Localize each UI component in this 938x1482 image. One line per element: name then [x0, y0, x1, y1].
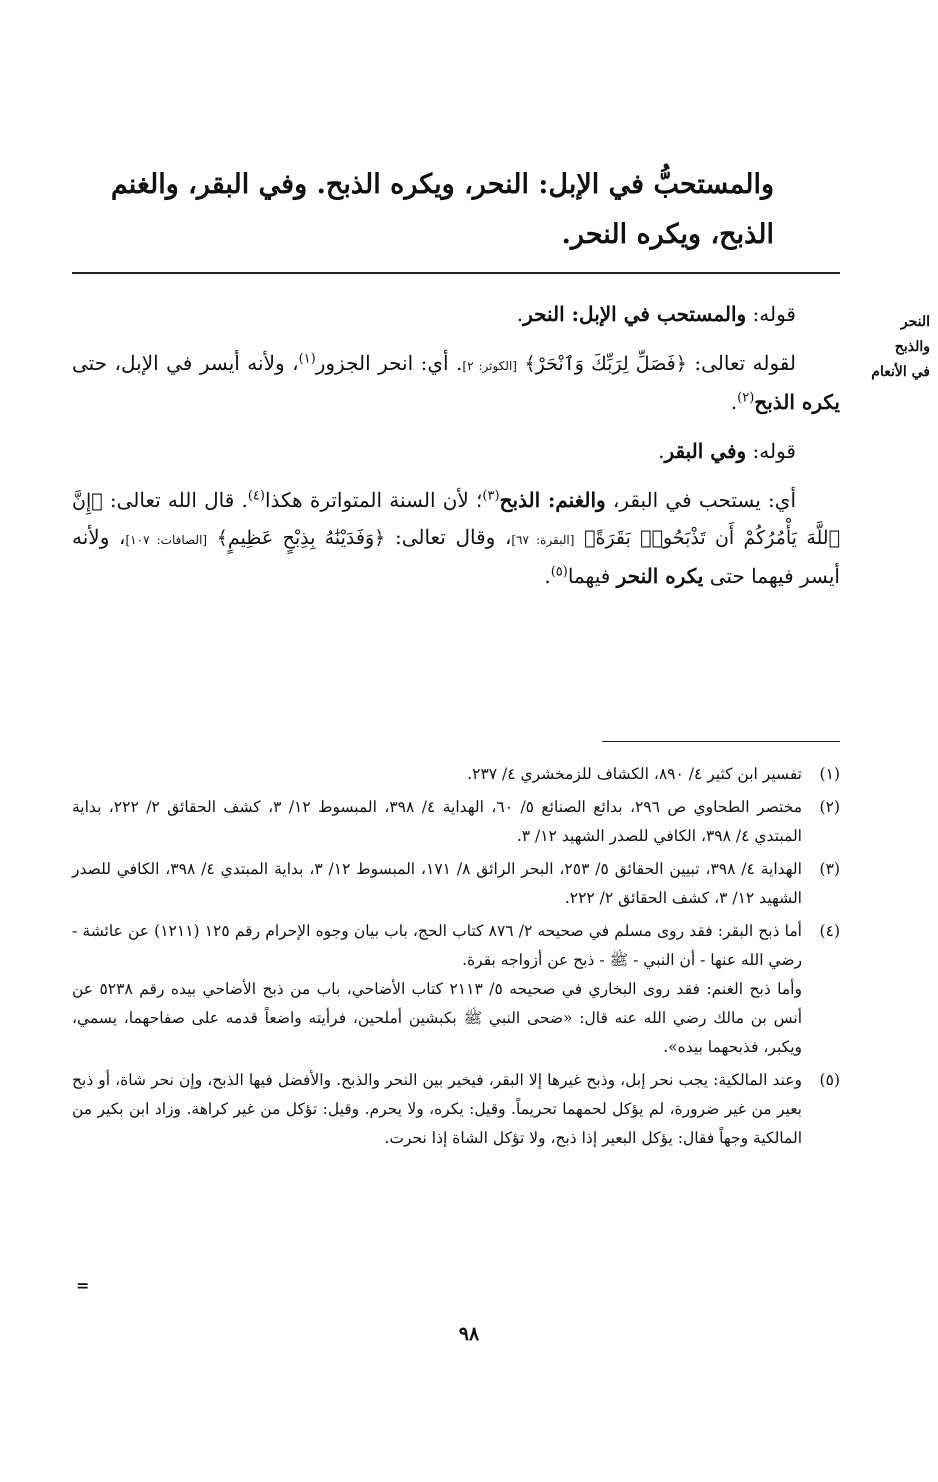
quoted-matn: والغنم: الذبح [499, 488, 606, 512]
text-run: . قال الله تعالى: [102, 488, 248, 512]
footnote-marker: (١) [298, 351, 316, 367]
footnote-text: مختصر الطحاوي ص ٢٩٦، بدائع الصنائع ٥/ ٦٠، الهداية ٤/ ٣٩٨، المبسوط ١٢/ ٣، كشف الحقائق ٢/ ٢٢٢، بداية المبتدي ٤/ ٣٩٨، الكافي للصدر الشهيد ١٢/ ٣. [72, 798, 802, 845]
margin-note-line: والذبح [894, 339, 930, 355]
footnote-number: (١) [819, 765, 840, 783]
text-run: ، ولأنه أيسر في الإبل، حتى [72, 351, 299, 375]
quoted-matn: والمستحب في الإبل: النحر [523, 302, 747, 326]
commentary-paragraph-2 [72, 345, 840, 420]
footnote-text: وعند المالكية: يجب نحر إبل، وذبح غيرها إلا البقر، فيخير بين النحر والذبح. والأفضل فيها الذبح، وإن نحر شاة، أو ذبح بعير من غير ضرورة، لم يؤكل لحمهما تحريماً. وقيل: يكره، ولا يحرم. وقيل: تؤكل من غير كراهة. وزاد ابن بكير من المالكية وجهاً فقال: يؤكل البعير إذا ذبح، ولا تؤكل الشاة إذا نحرت. [72, 1071, 802, 1147]
text-run: ، ولأنه أيسر فيهما حتى [72, 525, 840, 588]
quran-verse: ﴿إِنَّ ٱللَّهَ يَأْمُرُكُمْ أَن تَذْبَحُوا۟ بَقَرَةً﴾ [72, 490, 840, 549]
footnote-body [72, 855, 802, 913]
text-run: ، وقال تعالى: [385, 525, 512, 549]
matn-line-2: الذبح، ويكره النحر. [561, 219, 774, 250]
footnote [72, 917, 840, 1062]
text-run: فيهما [567, 564, 617, 588]
margin-note [838, 310, 930, 385]
continued-mark: = [76, 1276, 90, 1295]
commentary [72, 296, 840, 607]
commentary-paragraph-1 [72, 296, 840, 332]
footnote-separator-rule [602, 741, 840, 742]
matn-separator-rule [72, 272, 840, 274]
text-run: أي: يستحب في البقر، [605, 488, 797, 512]
footnote-text: الهداية ٤/ ٣٩٨، تبيين الحقائق ٥/ ٢٥٣، البحر الرائق ٨/ ١٧١، المبسوط ١٢/ ٣، بداية المبتدي ٤/ ٣٩٨، الكافي للصدر الشهيد ١٢/ ٣، كشف الحقائق ٢/ ٢٢٢. [72, 860, 802, 907]
footnote-marker: (٢) [737, 390, 755, 406]
verse-reference: [البقرة: ٦٧] [511, 533, 575, 547]
footnote-marker: (٤) [247, 488, 265, 504]
text-run: قوله: [746, 302, 796, 326]
text-run: . أي: انحر الجزور [315, 351, 463, 375]
footnote-body [72, 760, 802, 789]
text-run: . [516, 302, 524, 326]
footnote-body [72, 1066, 802, 1153]
matn-line-1: والمستحبُّ في الإبل: النحر، ويكره الذبح. وفي البقر، والغنم [110, 169, 774, 200]
footnote-marker: (٥) [550, 564, 568, 580]
quoted-matn: يكره النحر [616, 564, 704, 588]
text-run: لقوله تعالى: [686, 351, 796, 375]
footnote [72, 855, 840, 913]
footnote-marker: (٣) [482, 488, 500, 504]
footnote [72, 1066, 840, 1153]
text-run: ؛ لأن السنة المتواترة هكذا [264, 488, 483, 512]
footnote-text: تفسير ابن كثير ٤/ ٨٩٠، الكشاف للزمخشري ٤/ ٢٣٧. [467, 765, 802, 783]
matn-text [72, 160, 840, 260]
footnote-number: (٢) [819, 798, 840, 816]
page-number: ٩٨ [458, 1323, 480, 1345]
quoted-matn: وفي البقر [664, 439, 747, 463]
footnote-body [72, 793, 802, 851]
verse-reference: [الكوثر: ٢] [462, 359, 517, 373]
margin-note-line: في الأنعام [871, 364, 930, 380]
text-run: . [544, 564, 551, 588]
quran-verse: ﴿فَصَلِّ لِرَبِّكَ وَٱنْحَرْ﴾ [524, 353, 687, 375]
commentary-paragraph-4 [72, 482, 840, 594]
margin-note-line: النحر [900, 314, 930, 330]
quran-verse: ﴿وَفَدَيْنَٰهُ بِذِبْحٍ عَظِيمٍ﴾ [216, 527, 386, 549]
footnote-body [72, 917, 802, 1062]
footnote-text: أما ذبح البقر: فقد روى مسلم في صحيحه ٢/ ٨٧٦ كتاب الحج، باب بيان وجوه الإحرام رقم ١٢٥ (١٢١١) عن عائشة - رضي الله عنها - أن النبي - ﷺ - ذبح عن أزواجه بقرة. [72, 922, 802, 969]
footnote-number: (٣) [819, 860, 840, 878]
footnote-text: وأما ذبح الغنم: فقد روى البخاري في صحيحه ٥/ ٢١١٣ كتاب الأضاحي، باب من ذبح الأضاحي بيده رقم ٥٢٣٨ عن أنس بن مالك رضي الله عنه قال: «ضحى النبي ﷺ بكبشين أملحين، فرأيته واضعاً قدمه على صفاحهما، يسمي، ويكبر، فذبحهما بيده». [72, 980, 802, 1056]
footnote [72, 793, 840, 851]
text-run: قوله: [746, 439, 796, 463]
footnotes [72, 760, 840, 1157]
text-run: . [658, 439, 665, 463]
commentary-paragraph-3 [72, 433, 840, 469]
footnote-number: (٥) [819, 1071, 840, 1089]
footnote [72, 760, 840, 789]
verse-reference: [الصافات: ١٠٧] [125, 533, 208, 547]
text-run: . [730, 390, 738, 414]
footnote-number: (٤) [819, 922, 840, 940]
quoted-matn: يكره الذبح [754, 390, 840, 414]
